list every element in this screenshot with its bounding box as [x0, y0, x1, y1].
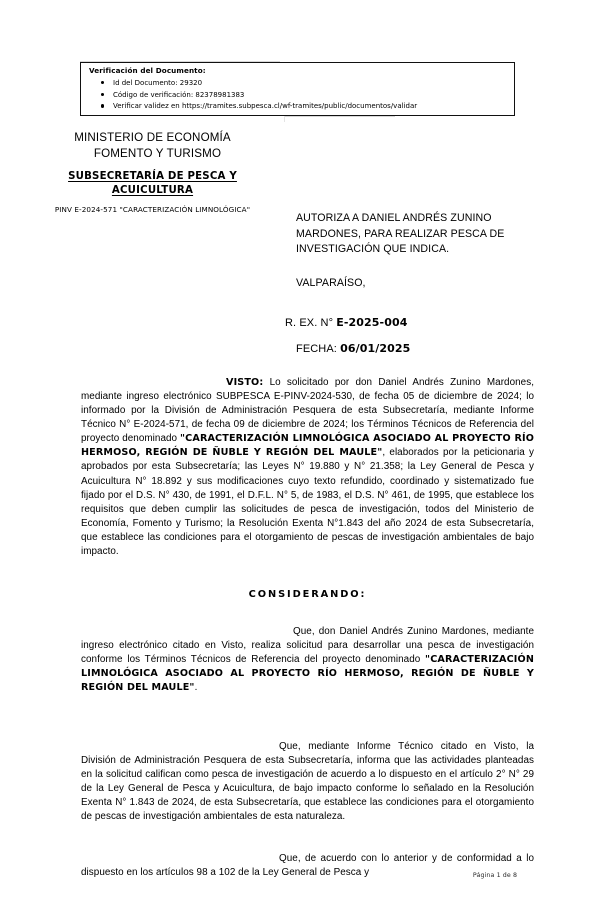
verification-document-id: Id del Documento: 29320 [113, 79, 203, 87]
subsecretaria-line1 [20, 170, 285, 184]
considerando-heading: CONSIDERANDO: [248, 589, 367, 600]
date-value: 06/01/2025 [340, 342, 411, 355]
visto-text-part2: , elaborados por la peticionaria y aprobados por esta Subsecretaría; las Leyes N° 19.880 y N° 21.358; la Ley General de Pesca y Acuicultura N° 18.892 y sus modificaciones cuyo texto refundido, coordinado y sistematizado fue fijado por el D.S. N° 430, de 1991, el D.F.L. N° 5, de 1983, el D.S. N° 461, de 1995, que establece los requisitos que deben cumplir las solicitudes de pesca de investigación, todos del Ministerio de Economía, Fomento y Turismo; la Resolución Exenta N°1.843 del año 2024 de esta Subsecretaría, que establece las condiciones para el otorgamiento de pescas de investigación ambientales de bajo impacto. [81, 447, 534, 558]
paragraph-considerando-2 [81, 740, 534, 825]
verification-details-list [99, 78, 417, 113]
scan-seam-middle [285, 116, 395, 117]
resolution-label: R. EX. N° [285, 317, 334, 329]
project-reference-line: PINV E-2024-571 "CARACTERIZACIÓN LIMNOLÓGICA" [54, 205, 251, 214]
page-number-footer: Página 1 de 8 [472, 872, 518, 879]
place-of-issue: VALPARAÍSO, [296, 277, 366, 289]
visto-text-part1: Lo solicitado por don Daniel Andrés Zunino Mardones, mediante ingreso electrónico SUBPESCA E-PINV-2024-530, de fecha 05 de diciembre de 2024; lo informado por la División de Administración Pesquera de esta Subsecretaría, mediante Informe Técnico N° E-2024-571, de fecha 09 de diciembre de 2024; los Términos Técnicos de Referencia del proyecto denominado [81, 376, 534, 445]
resolution-number-line [285, 316, 407, 329]
paragraph-visto [81, 376, 534, 559]
list-item [99, 90, 417, 102]
bullet-icon [101, 104, 104, 107]
project-title-cons1: "CARACTERIZACIÓN LIMNOLÓGICA ASOCIADO AL PROYECTO RÍO HERMOSO, REGIÓN DE ÑUBLE Y REGIÓN DEL MAULE" [81, 654, 534, 694]
document-subject: AUTORIZA A DANIEL ANDRÉS ZUNINO MARDONES, PARA REALIZAR PESCA DE INVESTIGACIÓN QUE INDICA. [296, 212, 505, 255]
verification-box-title: Verificación del Documento: [89, 66, 206, 75]
visto-label: VISTO: [226, 376, 264, 388]
scan-seam-vertical [284, 116, 285, 122]
project-title-visto: "CARACTERIZACIÓN LIMNOLÓGICA ASOCIADO AL PROYECTO RÍO HERMOSO, REGIÓN DE ÑUBLE Y REGIÓN DEL MAULE" [81, 433, 535, 459]
cons1-text-part1: Que, don Daniel Andrés Zunino Mardones, mediante ingreso electrónico citado en Visto, realiza solicitud para desarrollar una pesca de investigación conforme los Términos Técnicos de Referencia del proyecto denominado [81, 625, 534, 666]
date-line [296, 342, 410, 355]
list-item [99, 78, 417, 90]
resolution-number: E-2025-004 [336, 316, 408, 329]
cons1-text-part2: . [194, 682, 198, 694]
date-label: FECHA: [296, 343, 337, 355]
ministry-name-line2: FOMENTO Y TURISMO [93, 147, 222, 160]
letterhead [20, 130, 285, 214]
subsecretaria-line1-text: SUBSECRETARÍA DE PESCA Y [68, 171, 237, 182]
ministry-name-line1: MINISTERIO DE ECONOMÍA [74, 131, 231, 144]
verification-code: Código de verificación: 82378981383 [113, 90, 245, 99]
subsecretaria-name [20, 170, 285, 198]
list-item [99, 101, 417, 113]
paragraph-considerando-1 [81, 625, 534, 695]
cons2-text: Que, mediante Informe Técnico citado en Visto, la División de Administración Pesquera de esta Subsecretaría, informa que las actividades planteadas en la solicitud califican como pesca de investigación de acuerdo a lo dispuesto en el artículo 2° N° 29 de la Ley General de Pesca y Acuicultura, de bajo impacto conforme lo señalado en la Resolución Exenta N° 1.843 de 2024, de esta Subsecretaría, que establece las condiciones para el otorgamiento de pescas de investigación ambientales de esta naturaleza. [81, 740, 534, 823]
bullet-icon [101, 81, 104, 84]
subsecretaria-line2 [20, 184, 285, 198]
document-verification-box [80, 62, 515, 116]
subsecretaria-line2-text: ACUICULTURA [111, 185, 194, 196]
cons3-text: Que, de acuerdo con lo anterior y de conformidad a lo dispuesto en los artículos 98 a 102 de la Ley General de Pesca y [81, 852, 534, 878]
bullet-icon [101, 93, 104, 96]
verification-url: Verificar validez en https://tramites.subpesca.cl/wf-tramites/public/documentos/validar [113, 102, 418, 111]
